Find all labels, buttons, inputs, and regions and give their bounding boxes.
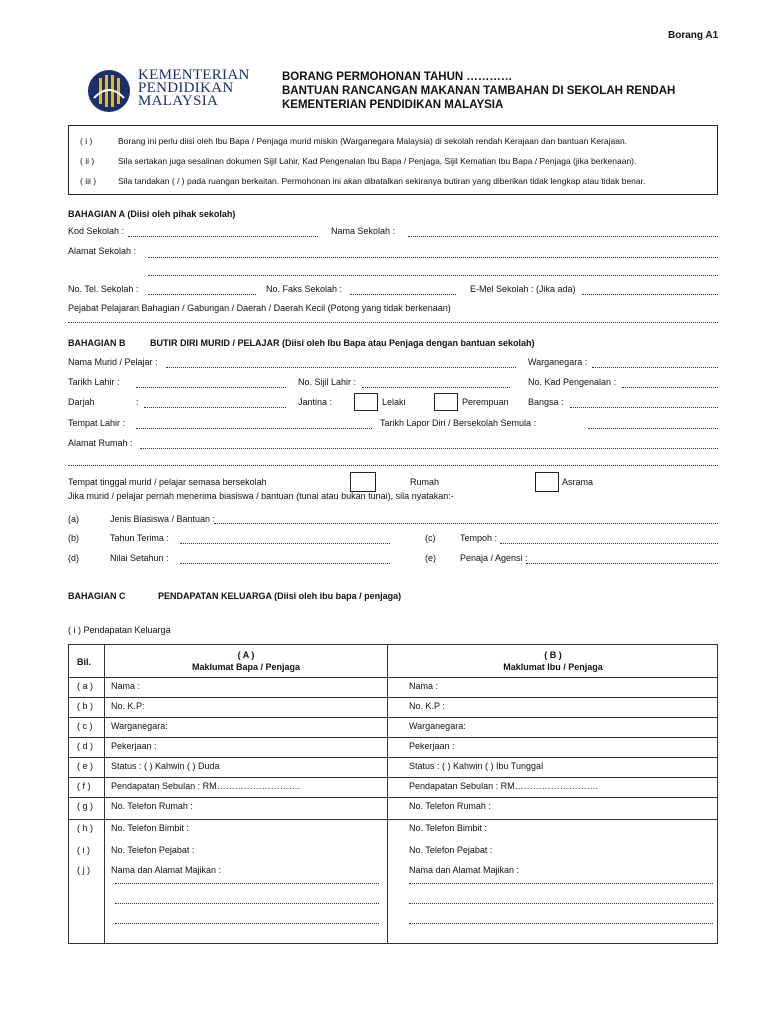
tarikh-lahir-label: Tarikh Lahir : xyxy=(68,377,120,387)
table-row-divider xyxy=(69,777,718,778)
table-row-bil: ( a ) xyxy=(77,681,94,691)
table-row-divider xyxy=(69,757,718,758)
no-tel-sekolah-field[interactable] xyxy=(148,294,256,295)
majikan-mother-address-line[interactable] xyxy=(409,923,713,924)
darjah-colon: : xyxy=(136,397,139,407)
table-row-divider xyxy=(69,797,718,798)
table-row-bil: ( g ) xyxy=(77,801,94,811)
alamat-sekolah-field-2[interactable] xyxy=(148,275,718,276)
alamat-sekolah-label: Alamat Sekolah : xyxy=(68,246,137,256)
table-row-mother-field[interactable]: Pekerjaan : xyxy=(409,741,455,751)
bangsa-label: Bangsa : xyxy=(528,397,564,407)
emel-sekolah-field[interactable] xyxy=(582,294,718,295)
table-row-mother-field[interactable]: No. Telefon Rumah : xyxy=(409,801,491,811)
table-row-divider xyxy=(69,819,718,820)
table-row-father-field[interactable]: No. Telefon Bimbit : xyxy=(111,823,189,833)
perempuan-checkbox[interactable] xyxy=(434,393,458,411)
tahun-terima-label: Tahun Terima : xyxy=(110,533,169,543)
section-c-subtitle: PENDAPATAN KELUARGA (Diisi oleh ibu bapa / penjaga) xyxy=(158,591,402,601)
majikan-father-address-line[interactable] xyxy=(115,883,379,884)
majikan-father-address-line[interactable] xyxy=(115,903,379,904)
darjah-label: Darjah xyxy=(68,397,95,407)
emel-sekolah-label: E-Mel Sekolah : (Jika ada) xyxy=(470,284,576,294)
table-row-father-field[interactable]: Pendapatan Sebulan : RM………………………. xyxy=(111,781,301,791)
biasiswa-d-key: (d) xyxy=(68,553,79,563)
biasiswa-e-key: (e) xyxy=(425,553,436,563)
alamat-sekolah-field-1[interactable] xyxy=(148,257,718,258)
kod-sekolah-field[interactable] xyxy=(128,236,318,237)
kod-sekolah-label: Kod Sekolah : xyxy=(68,226,125,236)
table-row-mother-field[interactable]: Nama dan Alamat Majikan : xyxy=(409,865,520,875)
kad-pengenalan-field[interactable] xyxy=(622,387,718,388)
biasiswa-a-key: (a) xyxy=(68,514,79,524)
penaja-label: Penaja / Agensi : xyxy=(460,553,528,563)
asrama-label: Asrama xyxy=(562,477,594,487)
section-a-title: BAHAGIAN A (Diisi oleh pihak sekolah) xyxy=(68,209,236,219)
instruction-1-num: ( i ) xyxy=(80,136,93,146)
biasiswa-note: Jika murid / pelajar pernah menerima biasiswa / bantuan (tunai atau bukan tunai), sila nyatakan:- xyxy=(68,491,454,501)
table-row-divider xyxy=(69,717,718,718)
table-row-mother-field[interactable]: Warganegara: xyxy=(409,721,466,731)
rumah-checkbox[interactable] xyxy=(350,472,376,492)
table-row-father-field[interactable]: Warganegara: xyxy=(111,721,168,731)
tempat-lahir-label: Tempat Lahir : xyxy=(68,418,126,428)
nama-sekolah-label: Nama Sekolah : xyxy=(331,226,396,236)
table-row-father-field[interactable]: Status : ( ) Kahwin ( ) Duda xyxy=(111,761,220,771)
warganegara-label: Warganegara : xyxy=(528,357,588,367)
instruction-3-num: ( iii ) xyxy=(80,176,97,186)
table-row-bil: ( j ) xyxy=(77,865,90,875)
alamat-rumah-field-2[interactable] xyxy=(68,465,718,466)
sijil-lahir-field[interactable] xyxy=(362,387,510,388)
no-tel-sekolah-label: No. Tel. Sekolah : xyxy=(68,284,139,294)
darjah-field[interactable] xyxy=(144,407,286,408)
col-a-header: ( A ) Maklumat Bapa / Penjaga xyxy=(191,650,301,672)
majikan-father-address-line[interactable] xyxy=(115,923,379,924)
majikan-mother-address-line[interactable] xyxy=(409,883,713,884)
nilai-setahun-field[interactable] xyxy=(180,563,390,564)
instruction-2-num: ( ii ) xyxy=(80,156,95,166)
ministry-emblem-icon xyxy=(86,68,132,114)
table-row-divider xyxy=(69,737,718,738)
kad-pengenalan-label: No. Kad Pengenalan : xyxy=(528,377,617,387)
table-row-father-field[interactable]: No. Telefon Pejabat : xyxy=(111,845,195,855)
ppd-label: Pejabat Pelajaran Bahagian / Gabungan / Daerah / Daerah Kecil (Potong yang tidak berkenaan) xyxy=(68,303,451,313)
table-row-bil: ( i ) xyxy=(77,845,90,855)
logo-line-2: PENDIDIKAN xyxy=(138,80,234,96)
table-row-bil: ( e ) xyxy=(77,761,94,771)
instruction-3-text: Sila tandakan ( / ) pada ruangan berkaitan. Permohonan ini akan dibatalkan sekiranya butiran yang diberikan tidak lengkap atau tidak benar. xyxy=(118,176,646,186)
no-faks-sekolah-label: No. Faks Sekolah : xyxy=(266,284,343,294)
form-title xyxy=(282,70,675,112)
biasiswa-c-key: (c) xyxy=(425,533,436,543)
table-row-bil: ( d ) xyxy=(77,741,94,751)
tarikh-lapor-label: Tarikh Lapor Diri / Bersekolah Semula : xyxy=(380,418,537,428)
section-b-subtitle: BUTIR DIRI MURID / PELAJAR (Diisi oleh Ibu Bapa atau Penjaga dengan bantuan sekolah) xyxy=(150,338,535,348)
table-row-divider xyxy=(69,677,718,678)
lelaki-label: Lelaki xyxy=(382,397,406,407)
lelaki-checkbox[interactable] xyxy=(354,393,378,411)
perempuan-label: Perempuan xyxy=(462,397,509,407)
form-code: Borang A1 xyxy=(668,30,719,41)
table-row-mother-field[interactable]: No. Telefon Bimbit : xyxy=(409,823,487,833)
tempoh-field[interactable] xyxy=(500,543,718,544)
table-row-mother-field[interactable]: No. K.P : xyxy=(409,701,445,711)
biasiswa-b-key: (b) xyxy=(68,533,79,543)
col-b-header: ( B ) Maklumat Ibu / Penjaga xyxy=(503,650,603,672)
instruction-2-text: Sila sertakan juga sesalinan dokumen Sijil Lahir, Kad Pengenalan Ibu Bapa / Penjaga, Sijil Kematian Ibu Bapa / Penjaga (jika berkenaan). xyxy=(118,156,637,166)
table-row-mother-field[interactable]: Nama : xyxy=(409,681,439,691)
income-table xyxy=(68,644,718,944)
table-row-father-field[interactable]: Pekerjaan : xyxy=(111,741,157,751)
table-row-father-field[interactable]: No. Telefon Rumah : xyxy=(111,801,193,811)
rumah-label: Rumah xyxy=(410,477,440,487)
tahun-terima-field[interactable] xyxy=(180,543,390,544)
sijil-lahir-label: No. Sijil Lahir : xyxy=(298,377,357,387)
section-c-title: BAHAGIAN C xyxy=(68,591,126,601)
instruction-1-text: Borang ini perlu diisi oleh Ibu Bapa / Penjaga murid miskin (Warganegara Malaysia) di sekolah rendah Kerajaan dan bantuan Kerajaan. xyxy=(118,136,628,146)
table-row-bil: ( h ) xyxy=(77,823,94,833)
logo-line-3: MALAYSIA xyxy=(138,93,219,109)
bangsa-field[interactable] xyxy=(570,407,718,408)
nama-murid-field[interactable] xyxy=(166,367,516,368)
tarikh-lahir-field[interactable] xyxy=(136,387,286,388)
warganegara-field[interactable] xyxy=(592,367,718,368)
title-line-2: BANTUAN RANCANGAN MAKANAN TAMBAHAN DI SEKOLAH RENDAH xyxy=(282,85,676,97)
nilai-setahun-label: Nilai Setahun : xyxy=(110,553,169,563)
table-row-mother-field[interactable]: Pendapatan Sebulan : RM………………………. xyxy=(409,781,599,791)
table-row-mother-field[interactable]: No. Telefon Pejabat : xyxy=(409,845,493,855)
tempat-tinggal-label: Tempat tinggal murid / pelajar semasa bersekolah xyxy=(68,477,267,487)
asrama-checkbox[interactable] xyxy=(535,472,559,492)
table-row-mother-field[interactable]: Status : ( ) Kahwin ( ) Ibu Tunggal xyxy=(409,761,544,771)
nama-murid-label: Nama Murid / Pelajar : xyxy=(68,357,158,367)
table-row-bil: ( f ) xyxy=(77,781,91,791)
majikan-mother-address-line[interactable] xyxy=(409,903,713,904)
alamat-rumah-label: Alamat Rumah : xyxy=(68,438,133,448)
logo-line-1: KEMENTERIAN xyxy=(138,67,250,83)
jenis-biasiswa-label: Jenis Biasiswa / Bantuan : xyxy=(110,514,216,524)
table-row-bil: ( c ) xyxy=(77,721,93,731)
section-b-title: BAHAGIAN B xyxy=(68,338,126,348)
table-row-divider xyxy=(69,697,718,698)
table-row-father-field[interactable]: No. K.P: xyxy=(111,701,145,711)
nama-sekolah-field[interactable] xyxy=(408,236,718,237)
table-row-bil: ( b ) xyxy=(77,701,94,711)
pendapatan-keluarga-label: ( i ) Pendapatan Keluarga xyxy=(68,625,171,635)
ppd-field[interactable] xyxy=(68,322,718,323)
table-row-father-field[interactable]: Nama : xyxy=(111,681,141,691)
penaja-field[interactable] xyxy=(526,563,718,564)
tempat-lahir-field[interactable] xyxy=(136,428,372,429)
jantina-label: Jantina : xyxy=(298,397,333,407)
table-row-father-field[interactable]: Nama dan Alamat Majikan : xyxy=(111,865,222,875)
tempoh-label: Tempoh : xyxy=(460,533,498,543)
title-line-3: KEMENTERIAN PENDIDIKAN MALAYSIA xyxy=(282,99,504,111)
ministry-logo xyxy=(86,68,256,114)
alamat-rumah-field-1[interactable] xyxy=(140,448,718,449)
tarikh-lapor-field[interactable] xyxy=(588,428,718,429)
no-faks-sekolah-field[interactable] xyxy=(350,294,456,295)
title-line-1: BORANG PERMOHONAN TAHUN ………… xyxy=(282,71,513,83)
jenis-biasiswa-field[interactable] xyxy=(214,523,718,524)
col-bil-header: Bil. xyxy=(77,657,92,667)
